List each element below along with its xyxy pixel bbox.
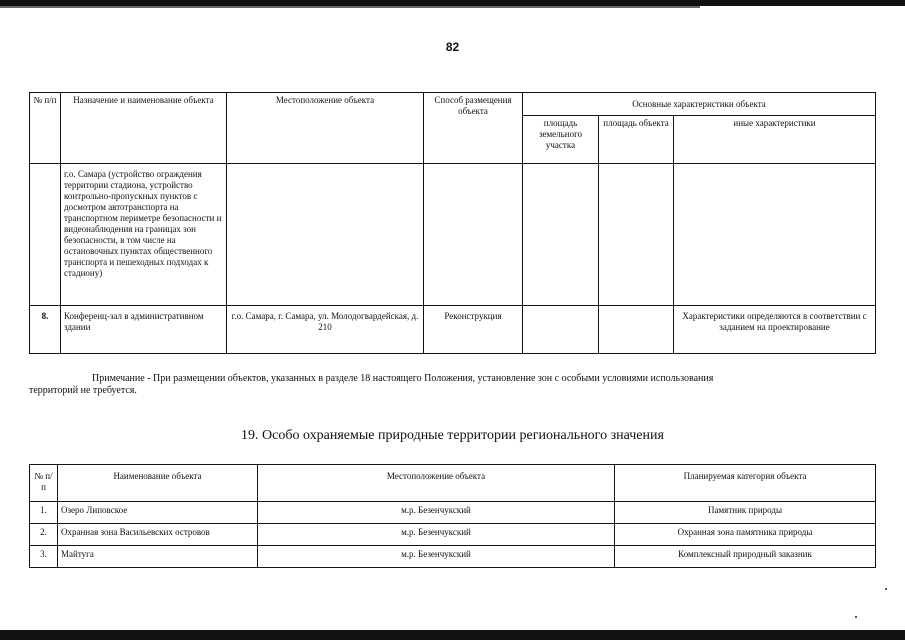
- cell-category: Охранная зона памятника природы: [615, 524, 876, 546]
- header-placement: Способ размещения объекта: [424, 93, 523, 164]
- cell-name: Озеро Липовское: [58, 502, 258, 524]
- table-row: [30, 524, 876, 546]
- note-line-1: Примечание - При размещении объектов, указанных в разделе 18 настоящего Положения, установление зон с особыми условиями использования: [92, 373, 714, 384]
- header-land-area: площадь земельного участка: [523, 116, 599, 164]
- header-category: Планируемая категория объекта: [615, 465, 876, 502]
- scan-speck: [885, 588, 887, 590]
- cell-object-area: [599, 164, 674, 306]
- cell-location: м.р. Безенчукский: [258, 524, 615, 546]
- cell-num: 1.: [30, 502, 58, 524]
- header-name: Наименование объекта: [58, 465, 258, 502]
- table-row: [30, 546, 876, 568]
- header-location: Местоположение объекта: [258, 465, 615, 502]
- header-main-characteristics: Основные характеристики объекта: [523, 93, 876, 116]
- table-row: [30, 306, 876, 354]
- cell-location: м.р. Безенчукский: [258, 546, 615, 568]
- cell-category: Комплексный природный заказник: [615, 546, 876, 568]
- cell-placement: Реконструкция: [424, 306, 523, 354]
- table-row: [30, 502, 876, 524]
- protected-areas-table: [29, 464, 876, 568]
- header-location: Местоположение объекта: [227, 93, 424, 164]
- cell-other: Характеристики определяются в соответствии с заданием на проектирование: [674, 306, 876, 354]
- page-number: 82: [445, 40, 460, 54]
- objects-table: [29, 92, 876, 354]
- cell-purpose: Конференц-зал в административном здании: [61, 306, 227, 354]
- header-object-area: площадь объекта: [599, 116, 674, 164]
- cell-other: [674, 164, 876, 306]
- cell-category: Памятник природы: [615, 502, 876, 524]
- bottom-scan-edge: [0, 630, 905, 640]
- header-num: № п/п: [30, 93, 61, 164]
- note-line-2: территорий не требуется.: [29, 385, 137, 396]
- cell-location: [227, 164, 424, 306]
- section-title: 19. Особо охраняемые природные территории регионального значения: [241, 428, 664, 443]
- cell-purpose: г.о. Самара (устройство ограждения территории стадиона, устройство контрольно-пропускных пунктов с досмотром автотранспорта на транспортном периметре безопасности и видеонаблюдения на границах зон безопасности, в том числе на остановочных пунктах общественного транспорта и пешеходных подходах к стадиону): [61, 164, 227, 306]
- cell-land-area: [523, 306, 599, 354]
- cell-location: м.р. Безенчукский: [258, 502, 615, 524]
- scan-speck: [855, 616, 857, 618]
- table-row: [30, 164, 876, 306]
- cell-num: 8.: [30, 306, 61, 354]
- cell-name: Охранная зона Васильевских островов: [58, 524, 258, 546]
- cell-num: 2.: [30, 524, 58, 546]
- cell-placement: [424, 164, 523, 306]
- header-other: иные характеристики: [674, 116, 876, 164]
- cell-num: [30, 164, 61, 306]
- header-purpose: Назначение и наименование объекта: [61, 93, 227, 164]
- header-num: № п/п: [30, 465, 58, 502]
- cell-num: 3.: [30, 546, 58, 568]
- cell-object-area: [599, 306, 674, 354]
- top-scan-edge-inner: [0, 6, 700, 8]
- cell-land-area: [523, 164, 599, 306]
- cell-name: Майтуга: [58, 546, 258, 568]
- cell-location: г.о. Самара, г. Самара, ул. Молодогвардейская, д. 210: [227, 306, 424, 354]
